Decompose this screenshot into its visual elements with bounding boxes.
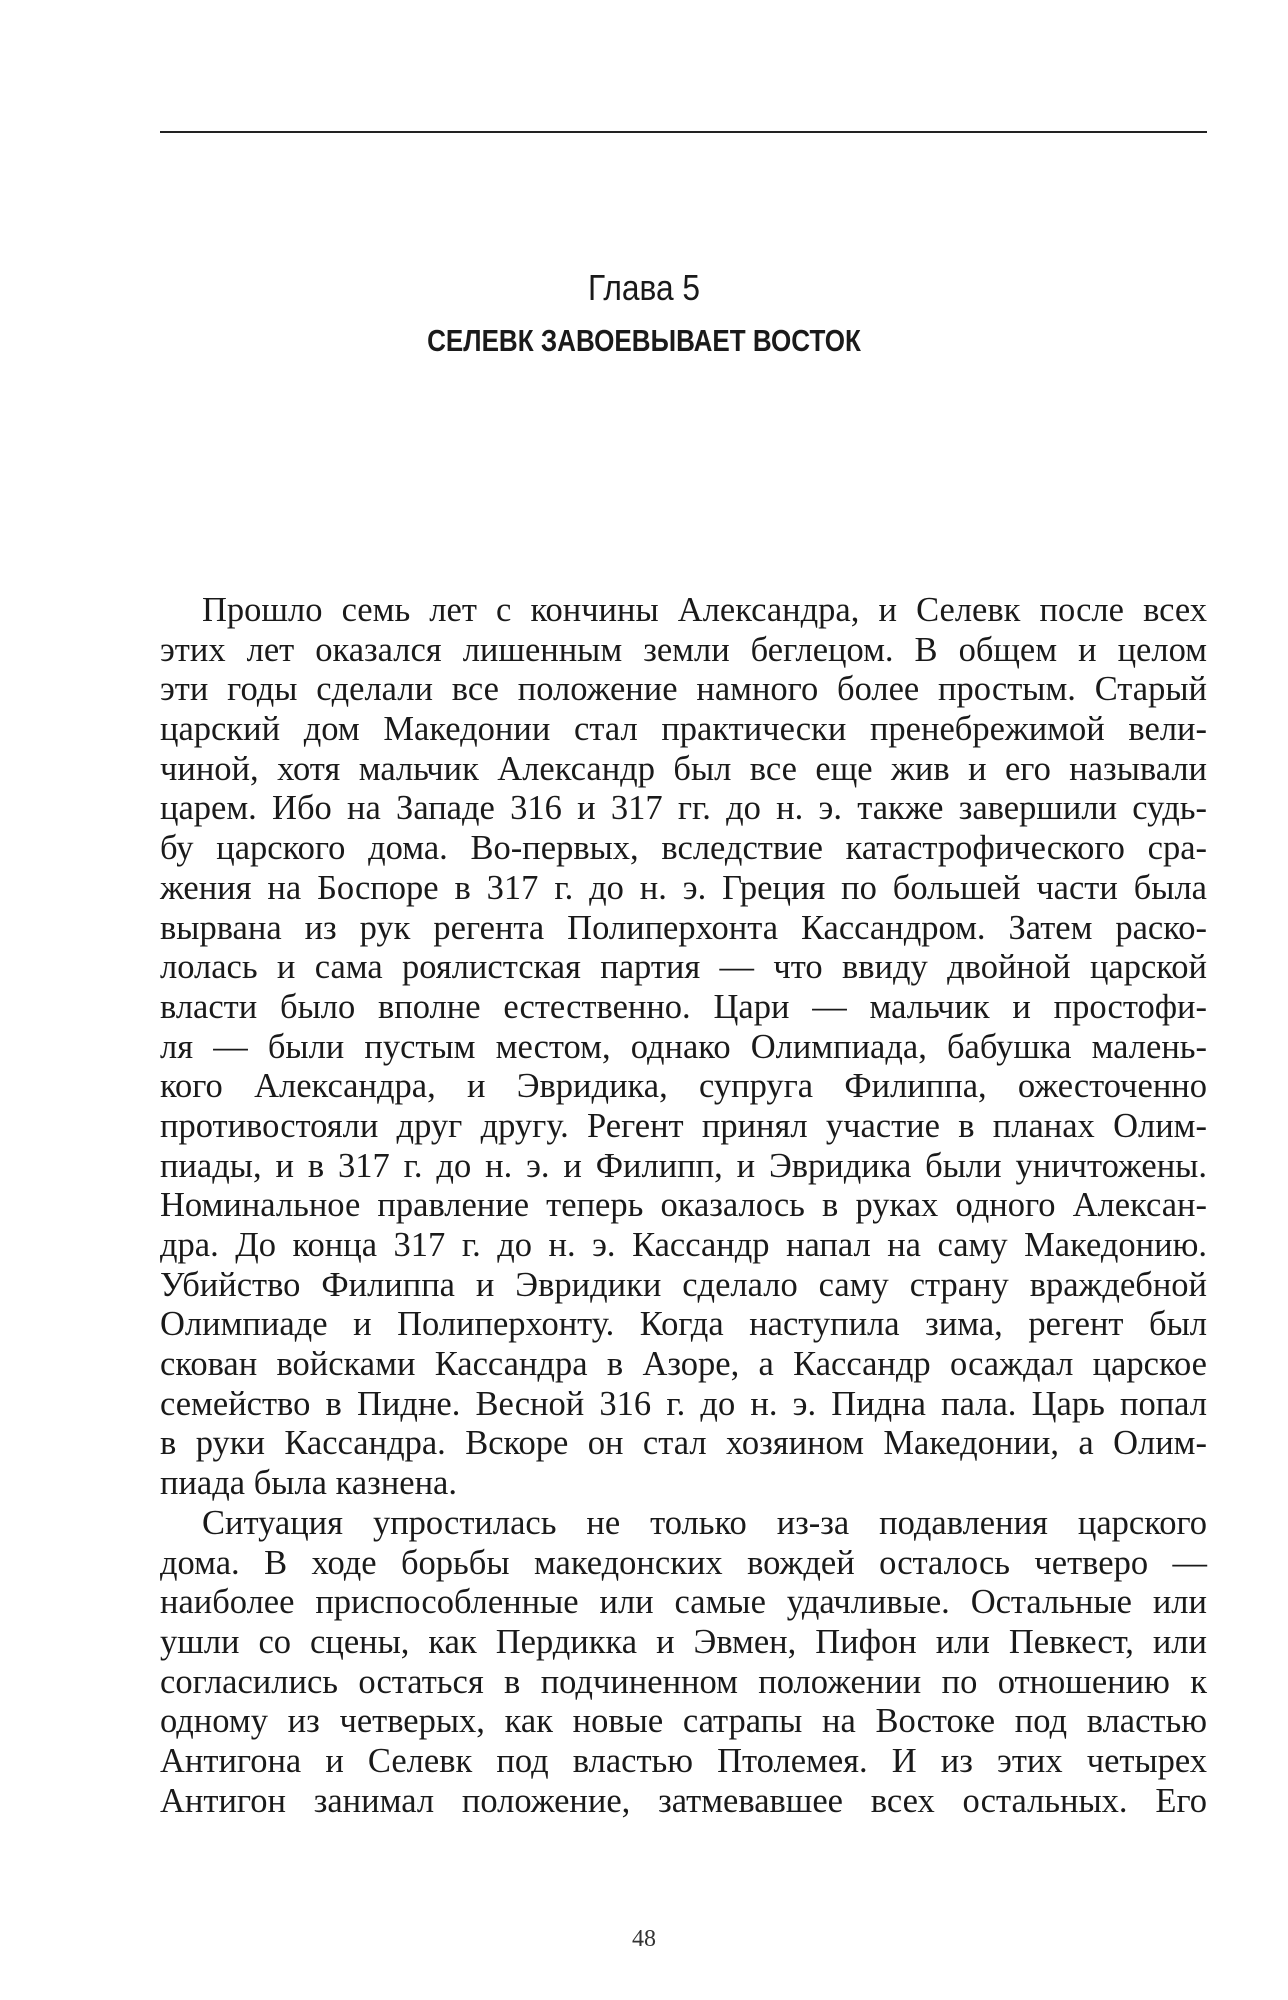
- chapter-number: Глава 5: [587, 267, 700, 308]
- text-line: жения на Боспоре в 317 г. до н. э. Греция по большей части была: [160, 868, 1207, 907]
- text-line: Олимпиаде и Полиперхонту. Когда наступила зима, регент был: [160, 1305, 1207, 1344]
- body-text: [160, 591, 1207, 1821]
- text-line: бу царского дома. Во-первых, вследствие катастрофического сра-: [160, 829, 1207, 868]
- text-line: вырвана из рук регента Полиперхонта Кассандром. Затем раско-: [160, 908, 1207, 947]
- text-line: эти годы сделали все положение намного более простым. Старый: [160, 670, 1207, 709]
- text-line: одному из четверых, как новые сатрапы на Востоке под властью: [160, 1702, 1207, 1741]
- text-line: семейство в Пидне. Весной 316 г. до н. э. Пидна пала. Царь попал: [160, 1384, 1207, 1423]
- text-line: власти было вполне естественно. Цари — мальчик и простофи-: [160, 987, 1207, 1026]
- top-rule: [160, 131, 1207, 133]
- text-line: дома. В ходе борьбы македонских вождей осталось четверо —: [160, 1543, 1207, 1582]
- text-line: Антигона и Селевк под властью Птолемея. И из этих четырех: [160, 1741, 1207, 1780]
- text-line: царский дом Македонии стал практически пренебрежимой вели-: [160, 710, 1207, 749]
- text-line: Прошло семь лет с кончины Александра, и Селевк после всех: [202, 591, 1207, 629]
- text-line: кого Александра, и Эвридика, супруга Филиппа, ожесточенно: [160, 1067, 1207, 1106]
- text-line: Номинальное правление теперь оказалось в руках одного Алексан-: [160, 1186, 1207, 1225]
- text-line: Убийство Филиппа и Эвридики сделало саму страну враждебной: [160, 1265, 1207, 1304]
- text-line: этих лет оказался лишенным земли беглецом. В общем и целом: [160, 630, 1207, 669]
- page-number: 48: [632, 1926, 656, 1952]
- text-line: наиболее приспособленные или самые удачливые. Остальные или: [160, 1583, 1207, 1622]
- text-line: противостояли друг другу. Регент принял участие в планах Олим-: [160, 1106, 1207, 1145]
- text-line: скован войсками Кассандра в Азоре, а Кассандр осаждал царское: [160, 1345, 1207, 1384]
- chapter-title: СЕЛЕВК ЗАВОЕВЫВАЕТ ВОСТОК: [427, 323, 861, 358]
- paragraph: [160, 591, 1207, 1504]
- text-line: Ситуация упростилась не только из-за подавления царского: [202, 1503, 1207, 1542]
- text-line: пиада была казнена.: [160, 1464, 457, 1503]
- paragraph: [160, 1504, 1207, 1822]
- text-line: Антигон занимал положение, затмевавшее всех остальных. Его: [160, 1781, 1207, 1820]
- text-line: согласились остаться в подчиненном положении по отношению к: [160, 1662, 1207, 1701]
- text-line: пиады, и в 317 г. до н. э. и Филипп, и Эвридика были уничтожены.: [160, 1146, 1207, 1185]
- text-line: в руки Кассандра. Вскоре он стал хозяином Македонии, а Олим-: [160, 1424, 1207, 1463]
- text-line: чиной, хотя мальчик Александр был все еще жив и его называли: [160, 749, 1207, 788]
- text-line: царем. Ибо на Западе 316 и 317 гг. до н. э. также завершили судь-: [160, 789, 1207, 828]
- text-line: ушли со сцены, как Пердикка и Эвмен, Пифон или Певкест, или: [160, 1622, 1207, 1661]
- text-line: дра. До конца 317 г. до н. э. Кассандр напал на саму Македонию.: [160, 1226, 1207, 1264]
- text-line: ля — были пустым местом, однако Олимпиада, бабушка малень-: [160, 1027, 1207, 1066]
- text-line: лолась и сама роялистская партия — что ввиду двойной царской: [160, 948, 1207, 987]
